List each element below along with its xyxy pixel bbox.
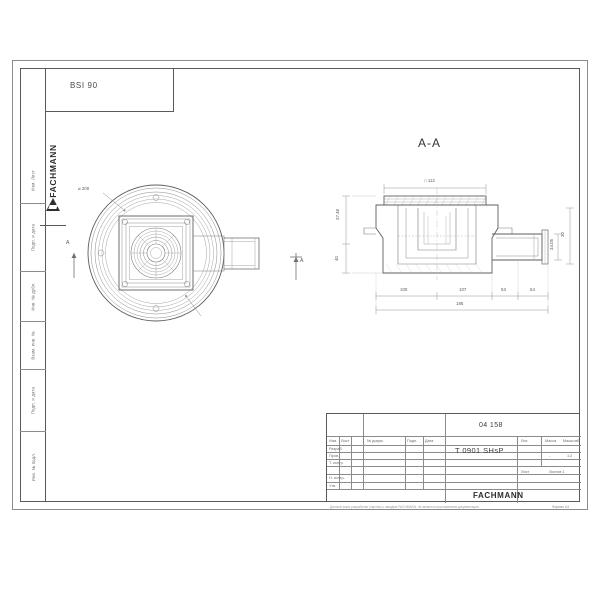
top-code-text: BSI 90 [70, 81, 98, 90]
title-block [326, 413, 580, 502]
sidebar-cell-label: Изм. Лист [30, 169, 36, 192]
dim-54: 54 [530, 287, 535, 292]
sidebar-cell-label: Взам. инв. № [30, 331, 36, 360]
dim-30: 30 [559, 232, 565, 237]
footer-note: Данный эскиз разработан (чертеж) с заводом FACHMANN, не является приложением документации. [330, 505, 480, 509]
section-title: A-A [418, 136, 442, 150]
dim-185: 185 [456, 301, 464, 306]
sidebar-cell-2 [20, 272, 46, 322]
plan-diameter-label: ⌀ 200 [78, 186, 90, 191]
footer-format: Формат A4 [552, 505, 570, 509]
stamp-col-list: Лист [341, 439, 350, 443]
stamp-row-tkontr: Т. контр. [329, 461, 344, 465]
sidebar-cell-1 [20, 204, 46, 272]
sheet-sidebar [20, 68, 58, 502]
stamp-sheets-label: Листов 1 [549, 470, 565, 474]
stamp-header-lit: Лит. [521, 439, 528, 443]
dim-100: 100 [400, 287, 408, 292]
section-view-geometry [342, 184, 574, 314]
stamp-header-massa: Масса [545, 439, 557, 443]
sidebar-cell-4 [20, 370, 46, 432]
sidebar-cell-label: Подп. и дата [30, 386, 36, 415]
section-mark-right: A [300, 258, 304, 264]
drawing-number: 04 158 [479, 422, 503, 429]
brand-logo-text: FACHMANN [48, 144, 58, 198]
section-top-dim: □ 112 [424, 178, 435, 183]
stamp-brand: FACHMANN [473, 491, 524, 500]
sidebar-cell-label: Инв. № подл. [30, 452, 36, 482]
dim-107: 107 [459, 287, 467, 292]
stamp-header-masshtab: Масштаб [563, 439, 580, 443]
dim-53: 53 [501, 287, 506, 292]
stamp-value-masshtab: 1:2 [567, 454, 573, 458]
stamp-row-razrab: Разраб. [329, 447, 343, 451]
stamp-row-utv: Утв. [329, 484, 337, 488]
plan-view-geometry [72, 185, 303, 321]
stamp-row-nkontr: Н. контр. [329, 476, 345, 480]
sidebar-cell-label: Инв. № дубл. [30, 282, 36, 311]
stamp-row-prov: Пров. [329, 454, 340, 458]
stamp-sheet-label: Лист [521, 470, 530, 474]
stamp-col-docum: № докум. [367, 439, 384, 443]
dim-37-48: 37.48 [335, 209, 340, 220]
dim-40: 40 [333, 256, 339, 261]
dim-34-05: 34.05 [549, 239, 554, 250]
sidebar-cell-0 [20, 158, 46, 204]
stamp-value-massa: - [549, 454, 551, 458]
sidebar-cell-label: Подп. и дата [30, 223, 36, 252]
sidebar-cell-3 [20, 322, 46, 370]
stamp-col-izm: Изм. [329, 439, 338, 443]
product-code: T 0901 SHsP [455, 446, 504, 455]
stamp-col-podp: Подп. [407, 439, 418, 443]
section-mark-left: A [66, 240, 70, 246]
stamp-col-data: Дата [425, 439, 434, 443]
sidebar-cell-5 [20, 432, 46, 502]
